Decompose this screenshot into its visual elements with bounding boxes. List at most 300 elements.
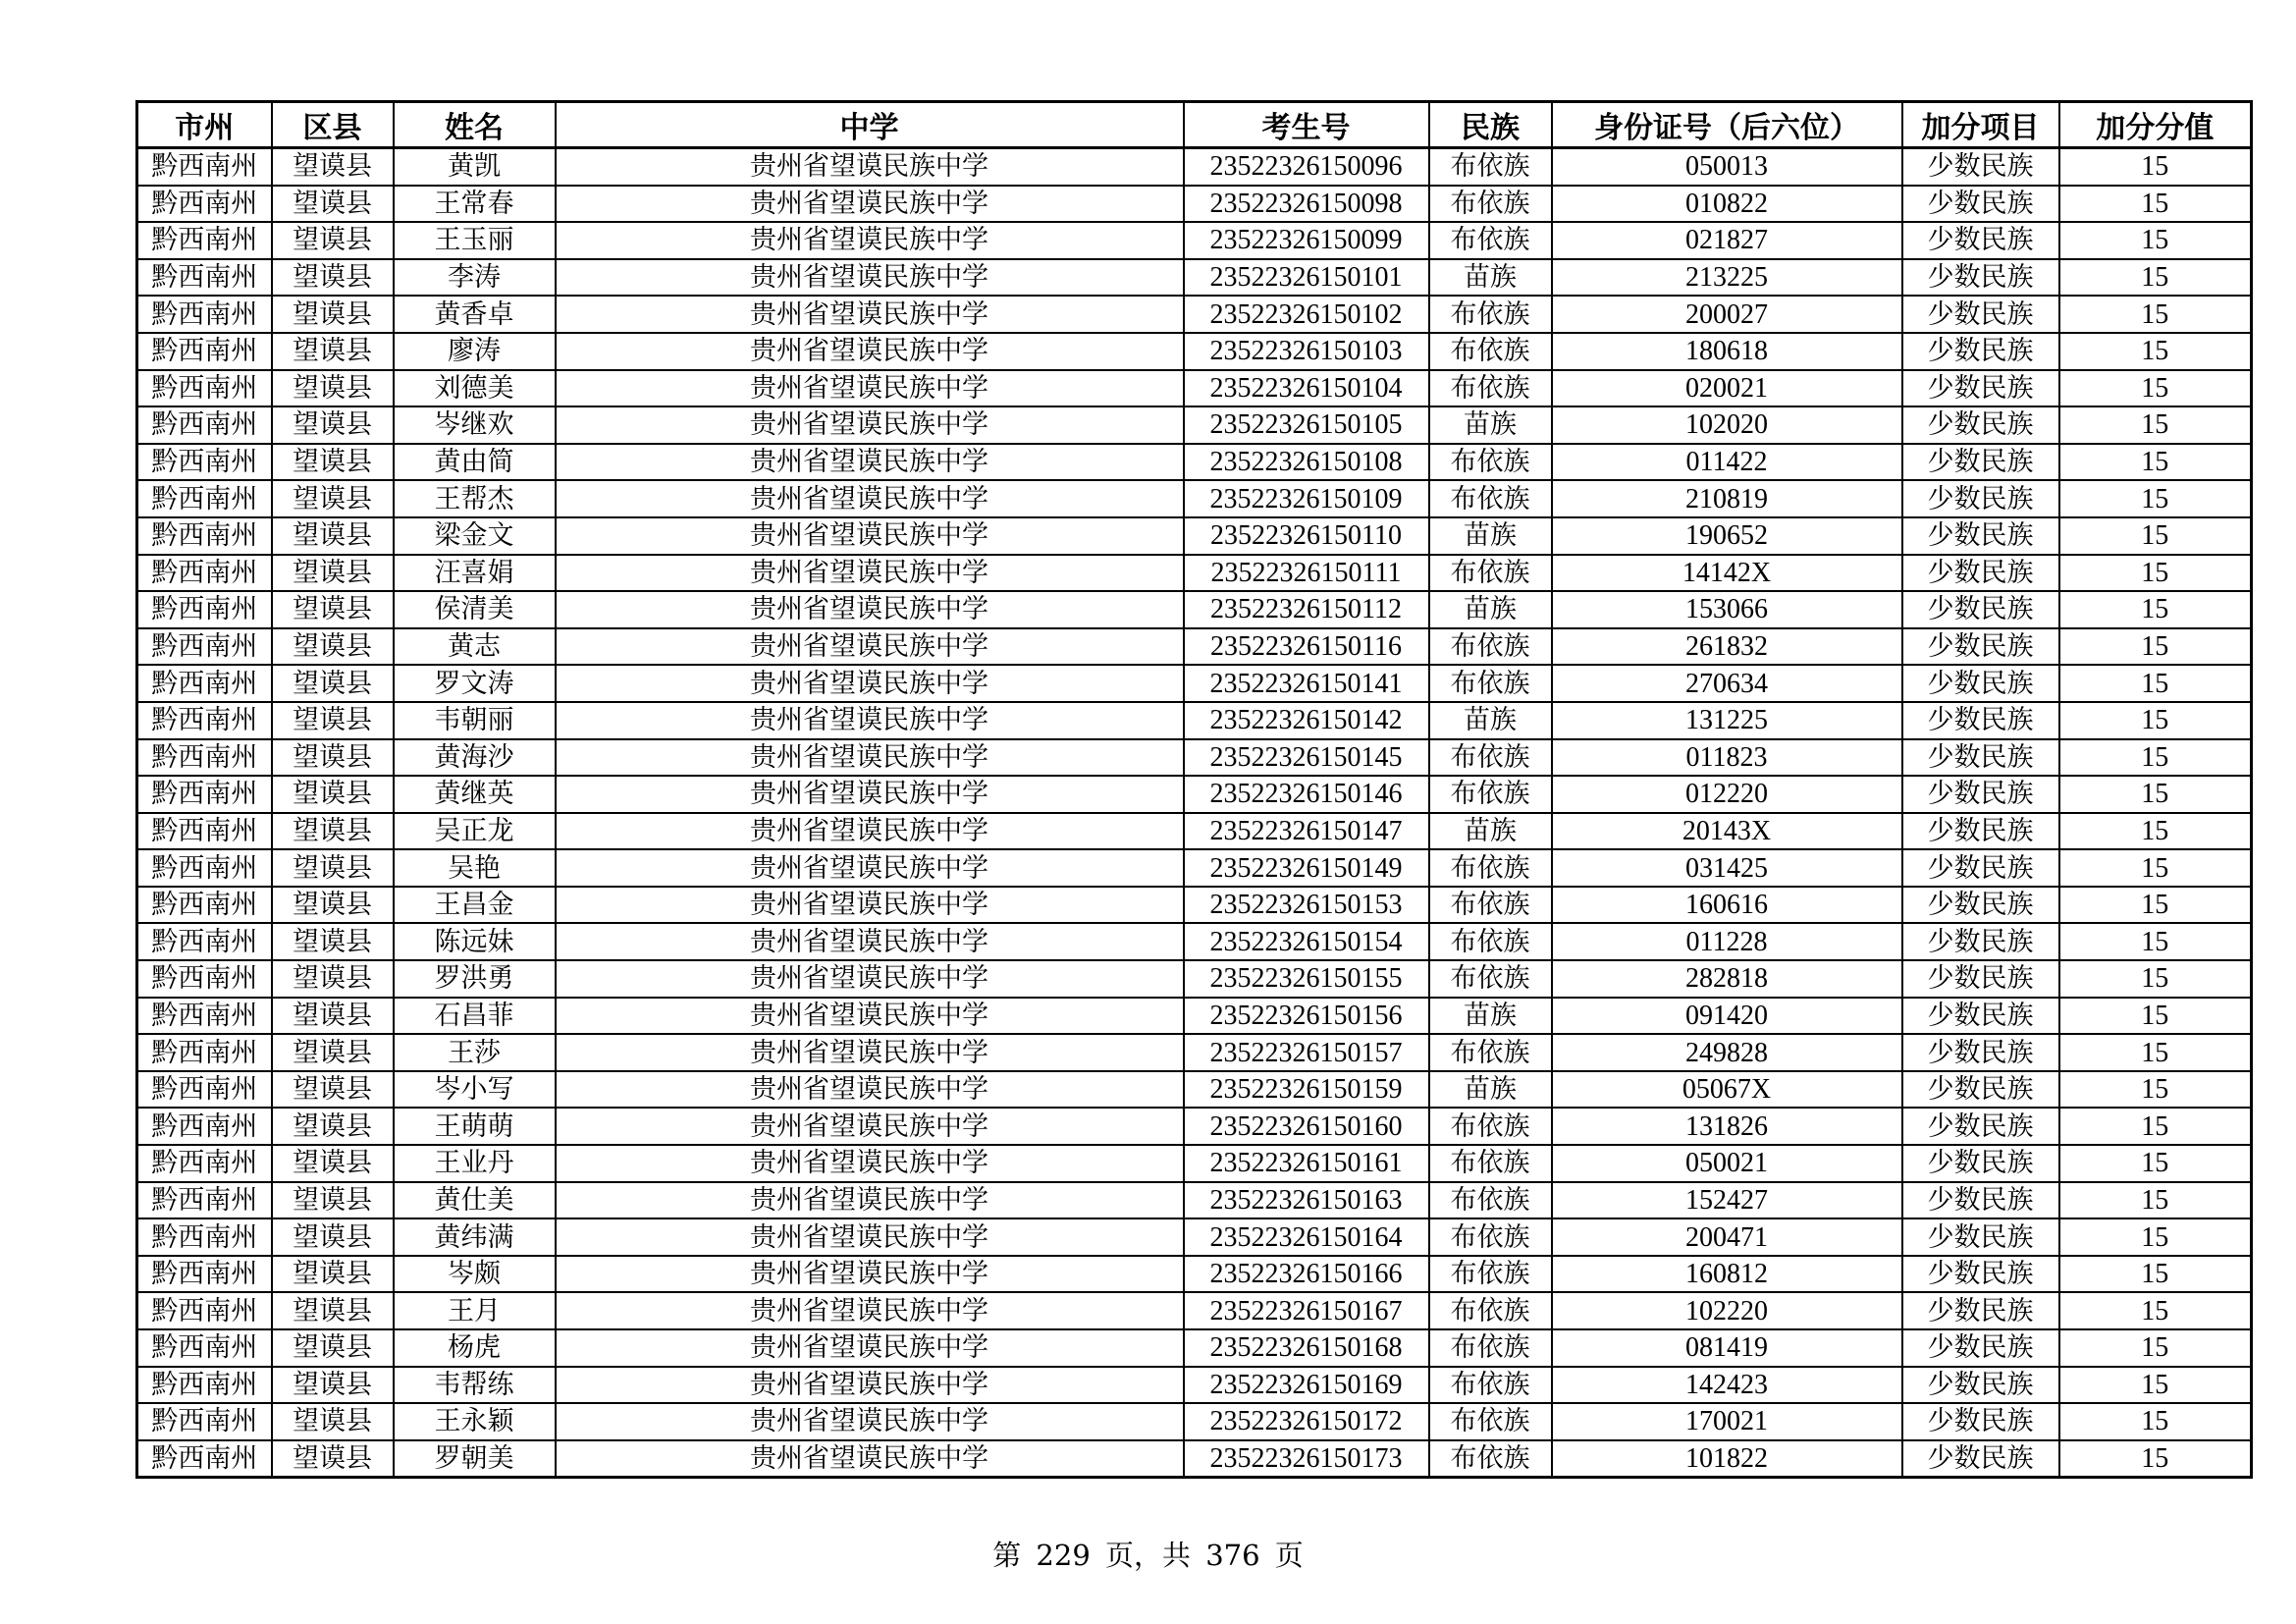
county-cell: 望谟县 [272, 1403, 394, 1440]
county-cell: 望谟县 [272, 186, 394, 223]
ethnicity-cell: 布依族 [1429, 370, 1552, 407]
bonus-value-cell: 15 [2059, 333, 2252, 370]
bonus-item-cell: 少数民族 [1902, 923, 2059, 960]
exam-number-cell: 23522326150173 [1184, 1440, 1429, 1478]
name-cell: 吴艳 [394, 849, 556, 887]
bonus-value-cell: 15 [2059, 517, 2252, 555]
school-cell: 贵州省望谟民族中学 [556, 628, 1184, 666]
exam-number-cell: 23522326150111 [1184, 555, 1429, 592]
school-cell: 贵州省望谟民族中学 [556, 1071, 1184, 1109]
id-suffix-cell: 131826 [1552, 1108, 1902, 1145]
table-row [137, 960, 2252, 998]
bonus-item-cell: 少数民族 [1902, 1182, 2059, 1219]
table-row [137, 1034, 2252, 1071]
bonus-value-cell: 15 [2059, 702, 2252, 739]
ethnicity-cell: 布依族 [1429, 1145, 1552, 1182]
table-row [137, 1218, 2252, 1256]
bonus-item-cell: 少数民族 [1902, 517, 2059, 555]
bonus-item-cell: 少数民族 [1902, 665, 2059, 702]
bonus-item-cell: 少数民族 [1902, 960, 2059, 998]
city-cell: 黔西南州 [137, 1403, 272, 1440]
ethnicity-cell: 苗族 [1429, 517, 1552, 555]
table-row [137, 1292, 2252, 1329]
county-cell: 望谟县 [272, 591, 394, 628]
id-suffix-cell: 012220 [1552, 776, 1902, 813]
school-cell: 贵州省望谟民族中学 [556, 1440, 1184, 1478]
ethnicity-cell: 布依族 [1429, 1329, 1552, 1367]
exam-number-cell: 23522326150096 [1184, 148, 1429, 186]
bonus-value-cell: 15 [2059, 1108, 2252, 1145]
id-suffix-cell: 249828 [1552, 1034, 1902, 1071]
id-suffix-cell: 050021 [1552, 1145, 1902, 1182]
table-row [137, 1367, 2252, 1404]
city-cell: 黔西南州 [137, 887, 272, 924]
table-row [137, 444, 2252, 481]
bonus-value-cell: 15 [2059, 960, 2252, 998]
county-cell: 望谟县 [272, 813, 394, 850]
ethnicity-cell: 布依族 [1429, 222, 1552, 259]
city-cell: 黔西南州 [137, 665, 272, 702]
county-cell: 望谟县 [272, 1367, 394, 1404]
bonus-item-cell: 少数民族 [1902, 1440, 2059, 1478]
name-cell: 韦朝丽 [394, 702, 556, 739]
ethnicity-cell: 苗族 [1429, 1071, 1552, 1109]
table-row [137, 259, 2252, 297]
exam-number-cell: 23522326150155 [1184, 960, 1429, 998]
ethnicity-cell: 布依族 [1429, 1403, 1552, 1440]
name-cell: 黄志 [394, 628, 556, 666]
city-cell: 黔西南州 [137, 998, 272, 1035]
school-cell: 贵州省望谟民族中学 [556, 849, 1184, 887]
ethnicity-cell: 苗族 [1429, 591, 1552, 628]
exam-number-cell: 23522326150112 [1184, 591, 1429, 628]
exam-number-cell: 23522326150142 [1184, 702, 1429, 739]
name-cell: 廖涛 [394, 333, 556, 370]
table-row [137, 186, 2252, 223]
bonus-value-cell: 15 [2059, 1329, 2252, 1367]
school-cell: 贵州省望谟民族中学 [556, 1145, 1184, 1182]
table-body [137, 148, 2252, 1478]
county-cell: 望谟县 [272, 222, 394, 259]
county-cell: 望谟县 [272, 1108, 394, 1145]
bonus-value-cell: 15 [2059, 148, 2252, 186]
city-cell: 黔西南州 [137, 1218, 272, 1256]
ethnicity-cell: 苗族 [1429, 259, 1552, 297]
ethnicity-cell: 布依族 [1429, 849, 1552, 887]
city-cell: 黔西南州 [137, 1440, 272, 1478]
name-cell: 李涛 [394, 259, 556, 297]
bonus-value-cell: 15 [2059, 739, 2252, 777]
ethnicity-cell: 苗族 [1429, 998, 1552, 1035]
id-suffix-cell: 261832 [1552, 628, 1902, 666]
name-cell: 王帮杰 [394, 480, 556, 517]
county-cell: 望谟县 [272, 480, 394, 517]
bonus-item-cell: 少数民族 [1902, 406, 2059, 444]
ethnicity-cell: 布依族 [1429, 1182, 1552, 1219]
county-cell: 望谟县 [272, 1256, 394, 1293]
county-cell: 望谟县 [272, 960, 394, 998]
name-cell: 岑小写 [394, 1071, 556, 1109]
name-cell: 黄继英 [394, 776, 556, 813]
table-header [137, 102, 2252, 148]
bonus-item-cell: 少数民族 [1902, 333, 2059, 370]
county-cell: 望谟县 [272, 148, 394, 186]
bonus-value-cell: 15 [2059, 776, 2252, 813]
name-cell: 王月 [394, 1292, 556, 1329]
bonus-value-cell: 15 [2059, 591, 2252, 628]
id-suffix-cell: 031425 [1552, 849, 1902, 887]
bonus-value-cell: 15 [2059, 998, 2252, 1035]
city-cell: 黔西南州 [137, 739, 272, 777]
exam-number-cell: 23522326150159 [1184, 1071, 1429, 1109]
city-cell: 黔西南州 [137, 960, 272, 998]
school-cell: 贵州省望谟民族中学 [556, 517, 1184, 555]
city-cell: 黔西南州 [137, 480, 272, 517]
city-cell: 黔西南州 [137, 813, 272, 850]
bonus-item-cell: 少数民族 [1902, 739, 2059, 777]
id-suffix-cell: 170021 [1552, 1403, 1902, 1440]
bonus-item-cell: 少数民族 [1902, 1218, 2059, 1256]
bonus-value-cell: 15 [2059, 296, 2252, 333]
bonus-value-cell: 15 [2059, 1292, 2252, 1329]
ethnicity-cell: 布依族 [1429, 739, 1552, 777]
table-row [137, 849, 2252, 887]
school-cell: 贵州省望谟民族中学 [556, 370, 1184, 407]
name-cell: 吴正龙 [394, 813, 556, 850]
exam-number-cell: 23522326150116 [1184, 628, 1429, 666]
city-cell: 黔西南州 [137, 1329, 272, 1367]
city-cell: 黔西南州 [137, 296, 272, 333]
ethnicity-cell: 布依族 [1429, 444, 1552, 481]
school-cell: 贵州省望谟民族中学 [556, 813, 1184, 850]
id-suffix-cell: 152427 [1552, 1182, 1902, 1219]
column-header-exam-number: 考生号 [1184, 102, 1429, 148]
table-row [137, 1329, 2252, 1367]
id-suffix-cell: 021827 [1552, 222, 1902, 259]
ethnicity-cell: 布依族 [1429, 186, 1552, 223]
city-cell: 黔西南州 [137, 1367, 272, 1404]
name-cell: 韦帮练 [394, 1367, 556, 1404]
school-cell: 贵州省望谟民族中学 [556, 1403, 1184, 1440]
county-cell: 望谟县 [272, 406, 394, 444]
exam-number-cell: 23522326150149 [1184, 849, 1429, 887]
city-cell: 黔西南州 [137, 186, 272, 223]
table-row [137, 148, 2252, 186]
id-suffix-cell: 102020 [1552, 406, 1902, 444]
ethnicity-cell: 布依族 [1429, 628, 1552, 666]
school-cell: 贵州省望谟民族中学 [556, 480, 1184, 517]
exam-number-cell: 23522326150161 [1184, 1145, 1429, 1182]
bonus-value-cell: 15 [2059, 1218, 2252, 1256]
exam-number-cell: 23522326150166 [1184, 1256, 1429, 1293]
bonus-value-cell: 15 [2059, 1367, 2252, 1404]
bonus-value-cell: 15 [2059, 370, 2252, 407]
id-suffix-cell: 05067X [1552, 1071, 1902, 1109]
id-suffix-cell: 190652 [1552, 517, 1902, 555]
county-cell: 望谟县 [272, 665, 394, 702]
bonus-item-cell: 少数民族 [1902, 998, 2059, 1035]
name-cell: 王玉丽 [394, 222, 556, 259]
id-suffix-cell: 20143X [1552, 813, 1902, 850]
table-row [137, 739, 2252, 777]
county-cell: 望谟县 [272, 1329, 394, 1367]
bonus-item-cell: 少数民族 [1902, 776, 2059, 813]
bonus-item-cell: 少数民族 [1902, 222, 2059, 259]
id-suffix-cell: 160616 [1552, 887, 1902, 924]
bonus-item-cell: 少数民族 [1902, 702, 2059, 739]
bonus-value-cell: 15 [2059, 1440, 2252, 1478]
bonus-item-cell: 少数民族 [1902, 1329, 2059, 1367]
school-cell: 贵州省望谟民族中学 [556, 776, 1184, 813]
name-cell: 王萌萌 [394, 1108, 556, 1145]
school-cell: 贵州省望谟民族中学 [556, 1182, 1184, 1219]
table-row [137, 776, 2252, 813]
name-cell: 罗朝美 [394, 1440, 556, 1478]
bonus-value-cell: 15 [2059, 480, 2252, 517]
school-cell: 贵州省望谟民族中学 [556, 665, 1184, 702]
bonus-value-cell: 15 [2059, 1145, 2252, 1182]
id-suffix-cell: 011422 [1552, 444, 1902, 481]
city-cell: 黔西南州 [137, 1256, 272, 1293]
exam-number-cell: 23522326150141 [1184, 665, 1429, 702]
school-cell: 贵州省望谟民族中学 [556, 1292, 1184, 1329]
city-cell: 黔西南州 [137, 148, 272, 186]
name-cell: 梁金文 [394, 517, 556, 555]
exam-number-cell: 23522326150160 [1184, 1108, 1429, 1145]
table-row [137, 665, 2252, 702]
city-cell: 黔西南州 [137, 370, 272, 407]
school-cell: 贵州省望谟民族中学 [556, 296, 1184, 333]
county-cell: 望谟县 [272, 333, 394, 370]
bonus-value-cell: 15 [2059, 923, 2252, 960]
column-header-id-suffix: 身份证号（后六位） [1552, 102, 1902, 148]
name-cell: 黄由简 [394, 444, 556, 481]
county-cell: 望谟县 [272, 1145, 394, 1182]
city-cell: 黔西南州 [137, 1108, 272, 1145]
county-cell: 望谟县 [272, 1292, 394, 1329]
name-cell: 王业丹 [394, 1145, 556, 1182]
bonus-item-cell: 少数民族 [1902, 444, 2059, 481]
city-cell: 黔西南州 [137, 517, 272, 555]
city-cell: 黔西南州 [137, 1182, 272, 1219]
school-cell: 贵州省望谟民族中学 [556, 444, 1184, 481]
school-cell: 贵州省望谟民族中学 [556, 406, 1184, 444]
bonus-value-cell: 15 [2059, 1034, 2252, 1071]
ethnicity-cell: 苗族 [1429, 702, 1552, 739]
ethnicity-cell: 布依族 [1429, 1367, 1552, 1404]
id-suffix-cell: 153066 [1552, 591, 1902, 628]
bonus-item-cell: 少数民族 [1902, 813, 2059, 850]
id-suffix-cell: 010822 [1552, 186, 1902, 223]
ethnicity-cell: 布依族 [1429, 960, 1552, 998]
id-suffix-cell: 050013 [1552, 148, 1902, 186]
bonus-value-cell: 15 [2059, 186, 2252, 223]
ethnicity-cell: 布依族 [1429, 296, 1552, 333]
exam-number-cell: 23522326150110 [1184, 517, 1429, 555]
school-cell: 贵州省望谟民族中学 [556, 923, 1184, 960]
school-cell: 贵州省望谟民族中学 [556, 1367, 1184, 1404]
county-cell: 望谟县 [272, 1182, 394, 1219]
name-cell: 王常春 [394, 186, 556, 223]
table-row [137, 887, 2252, 924]
ethnicity-cell: 布依族 [1429, 1292, 1552, 1329]
exam-number-cell: 23522326150099 [1184, 222, 1429, 259]
county-cell: 望谟县 [272, 998, 394, 1035]
ethnicity-cell: 布依族 [1429, 1034, 1552, 1071]
bonus-item-cell: 少数民族 [1902, 370, 2059, 407]
ethnicity-cell: 布依族 [1429, 1218, 1552, 1256]
bonus-value-cell: 15 [2059, 628, 2252, 666]
exam-number-cell: 23522326150103 [1184, 333, 1429, 370]
student-bonus-table [135, 100, 2253, 1479]
school-cell: 贵州省望谟民族中学 [556, 591, 1184, 628]
table-row [137, 702, 2252, 739]
exam-number-cell: 23522326150164 [1184, 1218, 1429, 1256]
school-cell: 贵州省望谟民族中学 [556, 222, 1184, 259]
city-cell: 黔西南州 [137, 1071, 272, 1109]
bonus-item-cell: 少数民族 [1902, 1145, 2059, 1182]
bonus-item-cell: 少数民族 [1902, 1071, 2059, 1109]
table-row [137, 1108, 2252, 1145]
city-cell: 黔西南州 [137, 444, 272, 481]
table-row [137, 406, 2252, 444]
table-row [137, 1440, 2252, 1478]
bonus-item-cell: 少数民族 [1902, 148, 2059, 186]
table-row [137, 555, 2252, 592]
bonus-item-cell: 少数民族 [1902, 591, 2059, 628]
bonus-item-cell: 少数民族 [1902, 555, 2059, 592]
name-cell: 王昌金 [394, 887, 556, 924]
id-suffix-cell: 011228 [1552, 923, 1902, 960]
id-suffix-cell: 14142X [1552, 555, 1902, 592]
id-suffix-cell: 011823 [1552, 739, 1902, 777]
table-row [137, 923, 2252, 960]
table-row [137, 222, 2252, 259]
bonus-item-cell: 少数民族 [1902, 480, 2059, 517]
city-cell: 黔西南州 [137, 628, 272, 666]
ethnicity-cell: 布依族 [1429, 1256, 1552, 1293]
id-suffix-cell: 091420 [1552, 998, 1902, 1035]
table-row [137, 333, 2252, 370]
school-cell: 贵州省望谟民族中学 [556, 1329, 1184, 1367]
county-cell: 望谟县 [272, 555, 394, 592]
ethnicity-cell: 布依族 [1429, 887, 1552, 924]
exam-number-cell: 23522326150102 [1184, 296, 1429, 333]
column-header-county: 区县 [272, 102, 394, 148]
ethnicity-cell: 布依族 [1429, 148, 1552, 186]
bonus-value-cell: 15 [2059, 259, 2252, 297]
name-cell: 黄凯 [394, 148, 556, 186]
bonus-value-cell: 15 [2059, 555, 2252, 592]
exam-number-cell: 23522326150145 [1184, 739, 1429, 777]
table-row [137, 1403, 2252, 1440]
exam-number-cell: 23522326150169 [1184, 1367, 1429, 1404]
name-cell: 黄香卓 [394, 296, 556, 333]
city-cell: 黔西南州 [137, 923, 272, 960]
bonus-item-cell: 少数民族 [1902, 849, 2059, 887]
exam-number-cell: 23522326150147 [1184, 813, 1429, 850]
bonus-value-cell: 15 [2059, 665, 2252, 702]
id-suffix-cell: 270634 [1552, 665, 1902, 702]
id-suffix-cell: 131225 [1552, 702, 1902, 739]
county-cell: 望谟县 [272, 370, 394, 407]
name-cell: 黄纬满 [394, 1218, 556, 1256]
bonus-item-cell: 少数民族 [1902, 1108, 2059, 1145]
exam-number-cell: 23522326150156 [1184, 998, 1429, 1035]
city-cell: 黔西南州 [137, 555, 272, 592]
school-cell: 贵州省望谟民族中学 [556, 186, 1184, 223]
city-cell: 黔西南州 [137, 702, 272, 739]
county-cell: 望谟县 [272, 702, 394, 739]
school-cell: 贵州省望谟民族中学 [556, 960, 1184, 998]
bonus-value-cell: 15 [2059, 1403, 2252, 1440]
id-suffix-cell: 101822 [1552, 1440, 1902, 1478]
school-cell: 贵州省望谟民族中学 [556, 998, 1184, 1035]
ethnicity-cell: 苗族 [1429, 813, 1552, 850]
id-suffix-cell: 200471 [1552, 1218, 1902, 1256]
bonus-item-cell: 少数民族 [1902, 1256, 2059, 1293]
city-cell: 黔西南州 [137, 591, 272, 628]
id-suffix-cell: 020021 [1552, 370, 1902, 407]
exam-number-cell: 23522326150167 [1184, 1292, 1429, 1329]
id-suffix-cell: 200027 [1552, 296, 1902, 333]
school-cell: 贵州省望谟民族中学 [556, 1218, 1184, 1256]
ethnicity-cell: 布依族 [1429, 665, 1552, 702]
name-cell: 岑颇 [394, 1256, 556, 1293]
ethnicity-cell: 布依族 [1429, 1108, 1552, 1145]
exam-number-cell: 23522326150163 [1184, 1182, 1429, 1219]
ethnicity-cell: 布依族 [1429, 333, 1552, 370]
school-cell: 贵州省望谟民族中学 [556, 702, 1184, 739]
school-cell: 贵州省望谟民族中学 [556, 1034, 1184, 1071]
exam-number-cell: 23522326150168 [1184, 1329, 1429, 1367]
page-number-footer: 第 229 页，共 376 页 [992, 1539, 1304, 1572]
county-cell: 望谟县 [272, 776, 394, 813]
table-row [137, 296, 2252, 333]
bonus-value-cell: 15 [2059, 444, 2252, 481]
exam-number-cell: 23522326150157 [1184, 1034, 1429, 1071]
table-row [137, 1071, 2252, 1109]
exam-number-cell: 23522326150101 [1184, 259, 1429, 297]
ethnicity-cell: 布依族 [1429, 555, 1552, 592]
city-cell: 黔西南州 [137, 222, 272, 259]
id-suffix-cell: 142423 [1552, 1367, 1902, 1404]
name-cell: 王永颖 [394, 1403, 556, 1440]
bonus-item-cell: 少数民族 [1902, 259, 2059, 297]
name-cell: 刘德美 [394, 370, 556, 407]
county-cell: 望谟县 [272, 517, 394, 555]
county-cell: 望谟县 [272, 887, 394, 924]
county-cell: 望谟县 [272, 1440, 394, 1478]
id-suffix-cell: 213225 [1552, 259, 1902, 297]
table-row [137, 517, 2252, 555]
table-row [137, 1145, 2252, 1182]
school-cell: 贵州省望谟民族中学 [556, 555, 1184, 592]
city-cell: 黔西南州 [137, 259, 272, 297]
city-cell: 黔西南州 [137, 1292, 272, 1329]
bonus-item-cell: 少数民族 [1902, 1292, 2059, 1329]
bonus-value-cell: 15 [2059, 222, 2252, 259]
exam-number-cell: 23522326150109 [1184, 480, 1429, 517]
name-cell: 王莎 [394, 1034, 556, 1071]
ethnicity-cell: 布依族 [1429, 776, 1552, 813]
school-cell: 贵州省望谟民族中学 [556, 148, 1184, 186]
table-row [137, 591, 2252, 628]
exam-number-cell: 23522326150108 [1184, 444, 1429, 481]
column-header-school: 中学 [556, 102, 1184, 148]
column-header-bonus-value: 加分分值 [2059, 102, 2252, 148]
county-cell: 望谟县 [272, 296, 394, 333]
